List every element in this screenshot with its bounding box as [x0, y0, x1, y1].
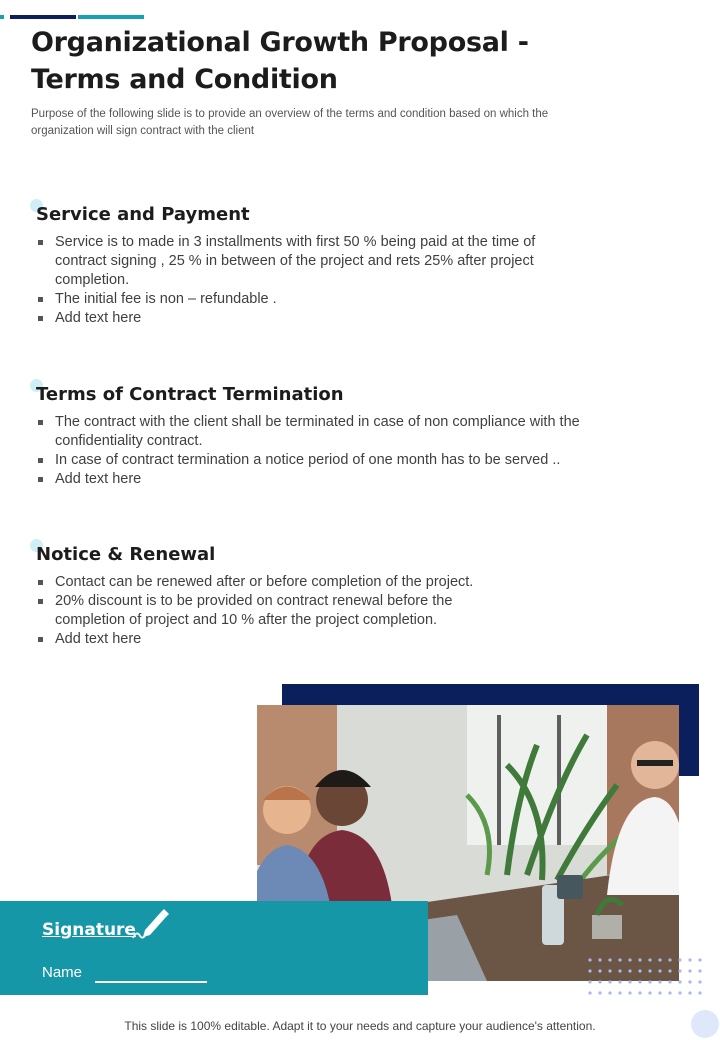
pen-signature-icon: [131, 906, 171, 942]
section-service-payment: [36, 203, 636, 328]
name-label: Name: [42, 964, 83, 981]
bullet-list: [36, 413, 626, 489]
page-title: Organizational Growth Proposal - Terms and Condition: [31, 27, 529, 95]
section-heading: Notice & Renewal: [36, 544, 216, 565]
bullet-list: [36, 233, 536, 328]
section-notice-renewal: [36, 543, 636, 649]
name-input-line[interactable]: [95, 981, 207, 983]
page-subtitle: Purpose of the following slide is to provide an overview of the terms and condition based on which the organization will sign contract with the client: [31, 108, 549, 137]
bullet-item: Add text here: [36, 630, 516, 649]
signature-label: Signature: [42, 920, 136, 940]
bullet-item: Contact can be renewed after or before completion of the project.: [36, 573, 516, 592]
bullet-item: Add text here: [36, 309, 536, 328]
bullet-item: In case of contract termination a notice period of one month has to be served ..: [36, 451, 626, 470]
bullet-item: The contract with the client shall be terminated in case of non compliance with the confidentiality contract.: [36, 413, 626, 451]
top-accent-tick: [0, 15, 4, 19]
decorative-dot-grid: [586, 956, 706, 1000]
section-heading: Terms of Contract Termination: [36, 384, 344, 405]
bullet-item: Add text here: [36, 470, 626, 489]
bullet-item: Service is to made in 3 installments with first 50 % being paid at the time of contract signing , 25 % in between of the project and rets 25% after project completion.: [36, 233, 536, 290]
top-accent-bar-teal: [78, 15, 144, 19]
bullet-item: 20% discount is to be provided on contract renewal before the completion of project and 10 % after the project completion.: [36, 592, 516, 630]
section-contract-termination: [36, 383, 636, 489]
footer-note: This slide is 100% editable. Adapt it to your needs and capture your audience's attention.: [124, 1019, 596, 1033]
section-heading: Service and Payment: [36, 204, 250, 225]
bullet-list: [36, 573, 516, 649]
bullet-item: The initial fee is non – refundable .: [36, 290, 536, 309]
top-accent-bar-navy: [10, 15, 76, 19]
